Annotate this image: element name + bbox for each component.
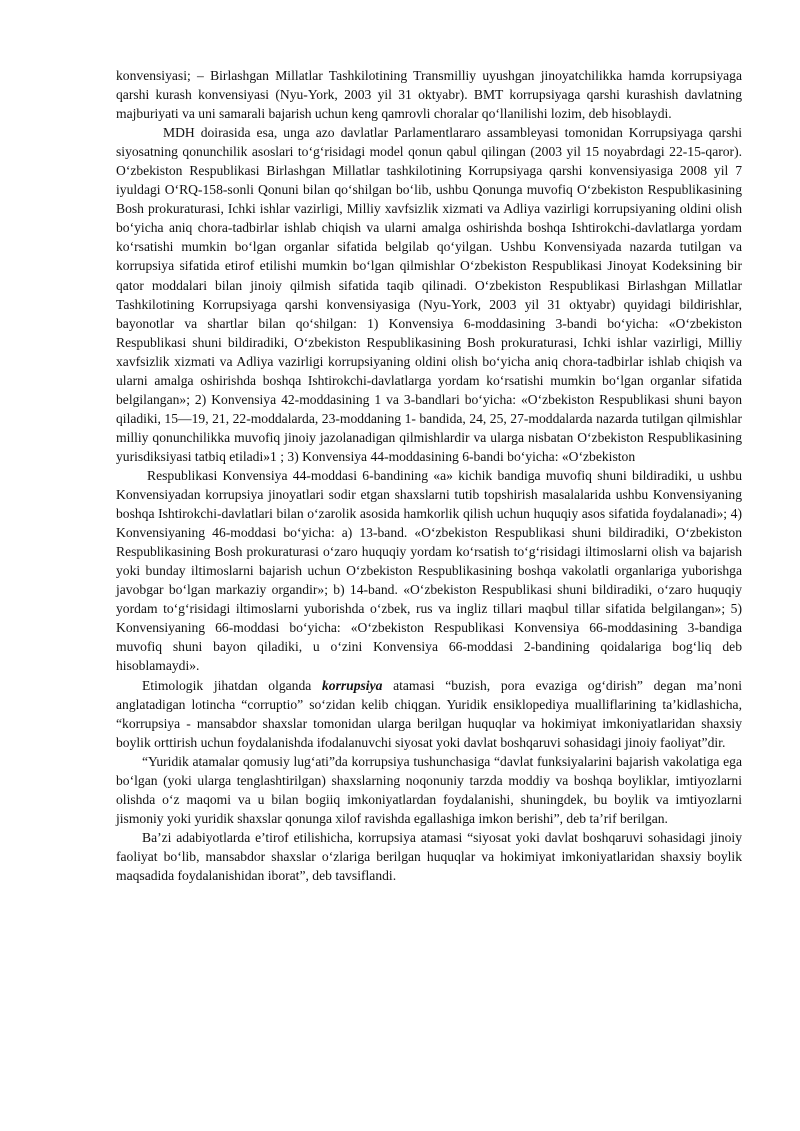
term-korrupsiya: korrupsiya — [321, 677, 383, 693]
paragraph-convention-list: konvensiyasi; – Birlashgan Millatlar Tashkilotining Transmilliy uyushgan jinoyatchilikka hamda korrupsiyaga qarshi kurash konvensiyasi (Nyu-York, 2003 yil 31 oktyabr). BMT korrupsiyaga qarshi kurashish davlatning majburiyati va uni samarali bajarish uchun keng qamrovli choralar qo‘llanilishi lozim, deb hisoblaydi. — [116, 68, 742, 122]
paragraph-etymology — [116, 676, 742, 752]
etymology-intro: Etimologik jihatdan olganda — [142, 677, 322, 693]
document-page — [116, 66, 742, 885]
paragraph-declarations: Respublikasi Konvensiya 44-moddasi 6-bandining «a» kichik bandiga muvofiq shuni bildiradiki, u ushbu Konvensiyadan korrupsiya jinoyatlari sodir etgan shaxslarni tutib topshirish masalalarida ushbu Konvensiyaning boshqa Ishtirokchi-davlatlari bilan o‘zarolik asosida hamkorlik qilish uchun huquqiy asos sifatida foydalanadi»; 4) Konvensiyaning 46-moddasi bo‘yicha: a) 13-band. «O‘zbekiston Respublikasi shuni bildiradiki, O‘zbekiston Respublikasining Bosh prokuraturasi o‘zaro huquqiy yordam ko‘rsatish to‘g‘risidagi iltimoslarni olish va bajarish yoki bunday iltimoslarni bajarish uchun O‘zbekiston Respublikasining boshqa vakolatli organlariga yuborishga javobgar bo‘lgan markaziy organdir»; b) 14-band. «O‘zbekiston Respublikasi shuni bildiradiki, o‘zaro huquqiy yordam to‘g‘risidagi iltimoslarni yuborishda o‘zbek, rus va ingliz tillari maqbul tillar sifatida belgilangan»; 5) Konvensiyaning 66-moddasi bo‘yicha: «O‘zbekiston Respublikasi Konvensiya 66-moddasining 3-bandiga muvofiq shuni bayon qiladiki, u o‘zini Konvensiya 66-moddasi 2-bandining qoidalariga bog‘liq deb hisoblamaydi». — [116, 467, 742, 674]
paragraph-legal-dictionary: “Yuridik atamalar qomusiy lug‘ati”da korrupsiya tushunchasiga “davlat funksiyalarini bajarish vakolatiga ega bo‘lgan (yoki ularga tenglashtirilgan) shaxslarning noqonuniy tarzda moddiy va boshqa boyliklar, imtiyozlarni olishda o‘z maqomi va u bilan bogiiq imkoniyatlardan foydalanishi, shuningdek, bu boylik va imtiyozlarni jismoniy yoki yuridik shaxslar qonunga xilof ravishda egallashiga imkon berishi”, deb ta’rif berilgan. — [116, 753, 742, 826]
paragraph-literature-definition: Ba’zi adabiyotlarda e’tirof etilishicha, korrupsiya atamasi “siyosat yoki davlat boshqaruvi sohasidagi jinoiy faoliyat bo‘lib, mansabdor shaxslar o‘zlariga berilgan huquqlar va hokimiyat imkoniyatlaridan shaxsiy boylik maqsadida foydalanishidan iborat”, deb tavsiflandi. — [116, 829, 742, 883]
paragraph-cis-model-law: MDH doirasida esa, unga azo davlatlar Parlamentlararo assambleyasi tomonidan Korrupsiyaga qarshi siyosatning qonunchilik asoslari to‘g‘risidagi model qonun qabul qilingan (2003 yil 15 noyabrdagi 22-15-qaror). O‘zbekiston Respublikasi Birlashgan Millatlar tashkilotining Korrupsiyaga qarshi konvensiyasiga 2008 yil 7 iyuldagi O‘RQ-158-sonli Qonuni bilan qo‘shilgan bo‘lib, ushbu Qonunga muvofiq O‘zbekiston Respublikasining Bosh prokuraturasi, Ichki ishlar vazirligi, Milliy xavfsizlik xizmati va Adliya vazirligi korrupsiyaning oldini olish bo‘yicha aniq chora-tadbirlar ishlab chiqish va ularni amalga oshirishda boshqa Ishtirokchi-davlatlarga yordam ko‘rsatishi mumkin bo‘lgan organlar sifatida belgilab qo‘yilgan. Ushbu Konvensiyada nazarda tutilgan va korrupsiya sifatida etirof etilishi mumkin bo‘lgan qilmishlar O‘zbekiston Respublikasi Jinoyat Kodeksining bir qator moddalari bilan jinoiy qilmish sifatida taqib qilinadi. O‘zbekiston Respublikasi Birlashgan Millatlar Tashkilotining Korrupsiyaga qarshi konvensiyasiga (Nyu-York, 2003 yil 31 oktyabr) quyidagi bildirishlar, bayonotlar va shartlar bilan qo‘shilgan: 1) Konvensiya 6-moddasining 3-bandi bo‘yicha: «O‘zbekiston Respublikasi shuni bildiradiki, O‘zbekiston Respublikasining Bosh prokuraturasi, Ichki ishlar vazirligi, Milliy xavfsizlik xizmati va Adliya vazirligi korrupsiyaning oldini olish bo‘yicha aniq chora-tadbirlar ishlab chiqish va ularni amalga oshirishda boshqa Ishtirokchi-davlatlarga yordam ko‘rsatishi mumkin bo‘lgan organlar sifatida belgilangan»; 2) Konvensiya 42-moddasining 1 va 3-bandlari bo‘yicha: «O‘zbekiston Respublikasi shuni bayon qiladiki, 15—19, 21, 22-moddalarda, 23-moddaning 1- bandida, 24, 25, 27-moddalarda nazarda tutilgan qilmishlar milliy qonunchilikka muvofiq jinoiy jazolanadigan qilmishlardir va ularga nisbatan O‘zbekiston Respublikasining yurisdiksiyasi tatbiq etiladi»1 ; 3) Konvensiya 44-moddasining 6-bandi bo‘yicha: «O‘zbekiston — [116, 125, 742, 464]
etymology-rest: atamasi “buzish, pora evaziga og‘dirish” degan ma’noni anglatadigan lotincha “corruptio” so‘zidan kelib chiqgan. Yuridik ensiklopediya mualliflarining ta’kidlashicha, “korrupsiya - mansabdor shaxslar tomonidan ularga berilgan huquqlar va hokimiyat imkoniyatlaridan shaxsiy boylik orttirish uchun foydalanishda ifodalanuvchi siyosat yoki davlat boshqaruvi sohasidagi jinoiy faoliyat”dir. — [116, 677, 742, 750]
